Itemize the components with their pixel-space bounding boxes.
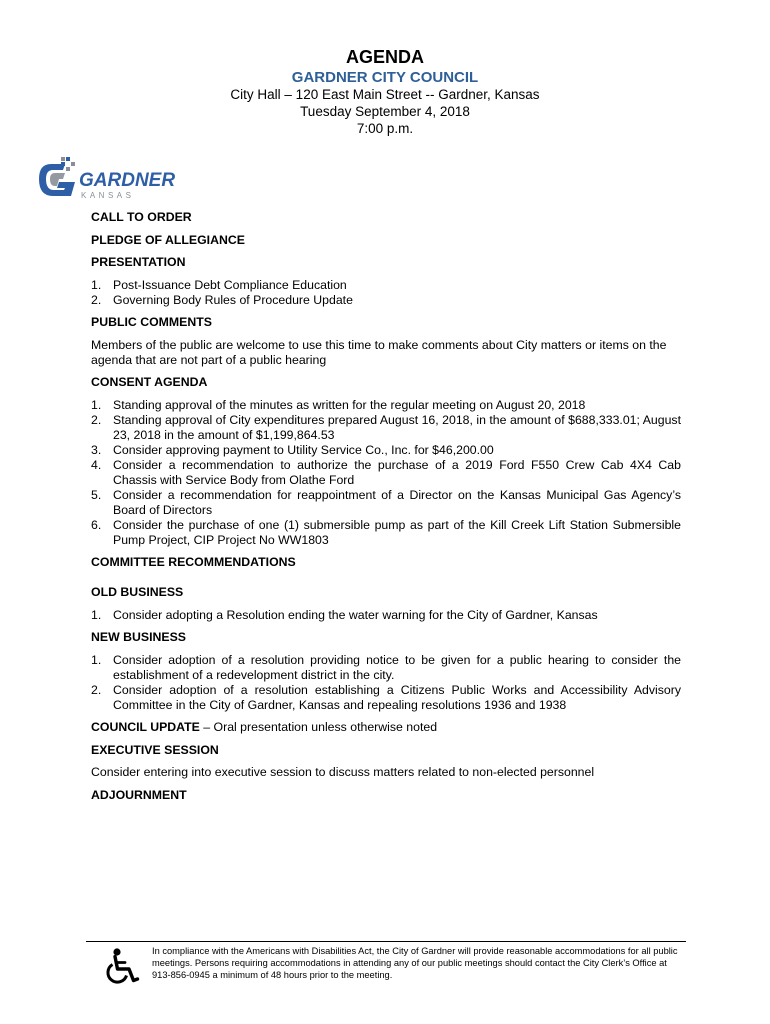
logo-state: KANSAS [81, 191, 135, 200]
call-to-order-heading: CALL TO ORDER [91, 210, 192, 224]
footer-divider [86, 941, 686, 942]
gardner-logo [35, 155, 195, 203]
presentation-list [91, 278, 681, 308]
committee-recommendations-heading: COMMITTEE RECOMMENDATIONS [91, 555, 296, 569]
new-business-heading: NEW BUSINESS [91, 630, 186, 644]
new-business-list [91, 653, 681, 713]
agenda-content [91, 210, 681, 803]
old-business-list [91, 608, 681, 623]
list-item: 5. Consider a recommendation for reappointment of a Director on the Kansas Municipal Gas Agency’s Board of Directors [91, 487, 681, 517]
list-item: 2. Standing approval of City expenditures prepared August 16, 2018, in the amount of $688,333.01; August 23, 2018 in the amount of $1,199,864.53 [91, 412, 681, 442]
council-name: GARDNER CITY COUNCIL [291, 69, 479, 86]
list-item: 1. Post-Issuance Debt Compliance Education [91, 277, 347, 292]
ada-compliance-notice: In compliance with the Americans with Disabilities Act, the City of Gardner will provide reasonable accommodations for all public meetings. Persons requiring accommodations in attending any of our public meetings should contact the City Clerk’s Office at 913-856-0945 a minimum of 48 hours prior to the meeting. [152, 946, 678, 981]
logo-wordmark: GARDNER [79, 170, 176, 191]
executive-session-heading: EXECUTIVE SESSION [91, 742, 219, 757]
council-update-line [91, 720, 681, 735]
meeting-time: 7:00 p.m. [356, 121, 414, 136]
public-comments-heading: PUBLIC COMMENTS [91, 315, 212, 329]
old-business-heading: OLD BUSINESS [91, 585, 184, 599]
list-item: 4. Consider a recommendation to authorize the purchase of a 2019 Ford F550 Crew Cab 4X4 Cab Chassis with Service Body from Olathe Ford [91, 457, 681, 487]
list-item: 1. Consider adoption of a resolution providing notice to be given for a public hearing to consider the establishment of a redevelopment district in the city. [91, 652, 681, 682]
meeting-date: Tuesday September 4, 2018 [300, 104, 470, 119]
list-item: 1. Standing approval of the minutes as written for the regular meeting on August 20, 2018 [91, 397, 586, 412]
list-item: 2. Consider adoption of a resolution establishing a Citizens Public Works and Accessibility Advisory Committee in the City of Gardner, Kansas and repealing resolutions 1936 and 1938 [91, 682, 681, 712]
adjournment-heading: ADJOURNMENT [91, 787, 187, 802]
council-update-heading: COUNCIL UPDATE [91, 720, 200, 734]
list-item: 6. Consider the purchase of one (1) submersible pump as part of the Kill Creek Lift Station Submersible Pump Project, CIP Project No WW1803 [91, 517, 681, 547]
list-item: 1. Consider adopting a Resolution ending the water warning for the City of Gardner, Kansas [91, 607, 598, 622]
presentation-heading: PRESENTATION [91, 255, 186, 269]
wheelchair-accessibility-icon [100, 947, 142, 987]
pledge-heading: PLEDGE OF ALLEGIANCE [91, 232, 245, 247]
consent-agenda-heading: CONSENT AGENDA [91, 375, 208, 389]
list-item: 2. Governing Body Rules of Procedure Update [91, 292, 353, 307]
meeting-address: City Hall – 120 East Main Street -- Gardner, Kansas [230, 87, 540, 102]
public-comments-text: Members of the public are welcome to use this time to make comments about City matters or items on the agenda that are not part of a public hearing [91, 337, 667, 367]
executive-session-text: Consider entering into executive session to discuss matters related to non-elected personnel [91, 765, 595, 779]
consent-agenda-list [91, 398, 681, 548]
page-title: AGENDA [345, 47, 424, 67]
council-update-note: – Oral presentation unless otherwise noted [199, 720, 438, 734]
list-item: 3. Consider approving payment to Utility Service Co., Inc. for $46,200.00 [91, 442, 494, 457]
